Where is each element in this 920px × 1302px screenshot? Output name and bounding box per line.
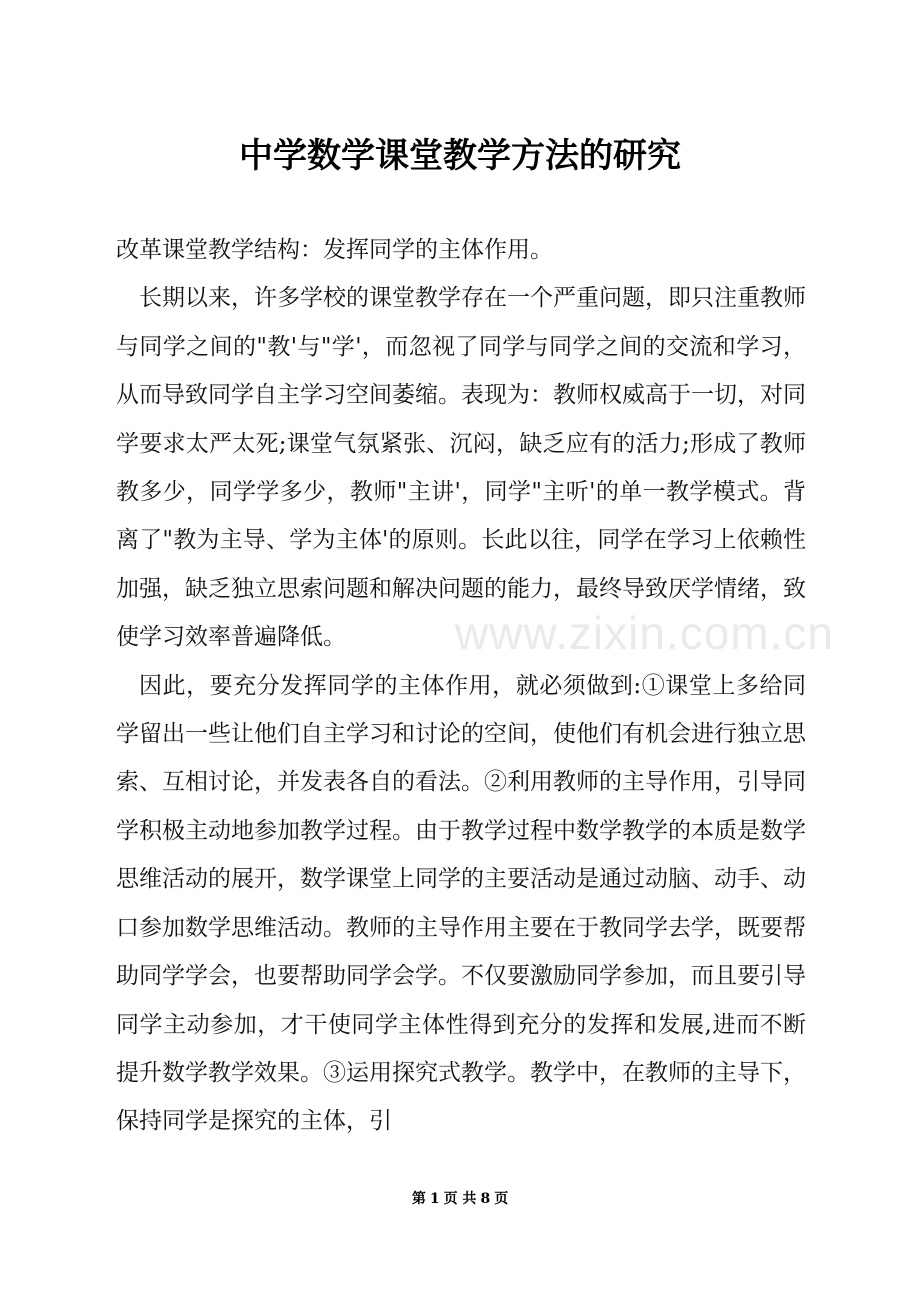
footer-total-pages: 8 <box>480 1191 491 1207</box>
footer-suffix: 页 <box>494 1191 509 1207</box>
footer-current-page: 1 <box>429 1191 440 1207</box>
page-footer <box>0 1188 920 1208</box>
document-body <box>116 226 806 1146</box>
paragraph-intro: 改革课堂教学结构：发挥同学的主体作用。 <box>116 237 553 263</box>
footer-prefix: 第 <box>411 1191 426 1207</box>
footer-middle: 页 共 <box>443 1191 477 1207</box>
document-title: 中学数学课堂教学方法的研究 <box>239 136 681 176</box>
watermark: www.zixin.com.cn <box>455 607 834 659</box>
paragraph-solution: 因此，要充分发挥同学的主体作用，就必须做到:①课堂上多给同学留出一些让他们自主学习和讨论的空间，使他们有机会进行独立思索、互相讨论，并发表各自的看法。②利用教师的主导作用，引导同学积极主动地参加教学过程。由于教学过程中数学教学的本质是数学思维活动的展开，数学课堂上同学的主要活动是通过动脑、动手、动口参加数学思维活动。教师的主导作用主要在于教同学去学，既要帮助同学学会，也要帮助同学会学。不仅要激励同学参加，而且要引导同学主动参加，才干使同学主体性得到充分的发挥和发展,进而不断提升数学教学效果。③运用探究式教学。教学中，在教师的主导下，保持同学是探究的主体，引 <box>116 672 806 1135</box>
paragraph-problem: 长期以来，许多学校的课堂教学存在一个严重问题，即只注重教师与同学之间的"教'与"学'，而忽视了同学与同学之间的交流和学习，从而导致同学自主学习空间萎缩。表现为：教师权威高于一切，对同学要求太严太死;课堂气氛紧张、沉闷，缺乏应有的活力;形成了教师教多少，同学学多少，教师"主讲'，同学"主听'的单一教学模式。背离了"教为主导、学为主体'的原则。长此以往，同学在学习上依赖性加强，缺乏独立思索问题和解决问题的能力，最终导致厌学情绪，致使学习效率普遍降低。 <box>116 285 806 651</box>
